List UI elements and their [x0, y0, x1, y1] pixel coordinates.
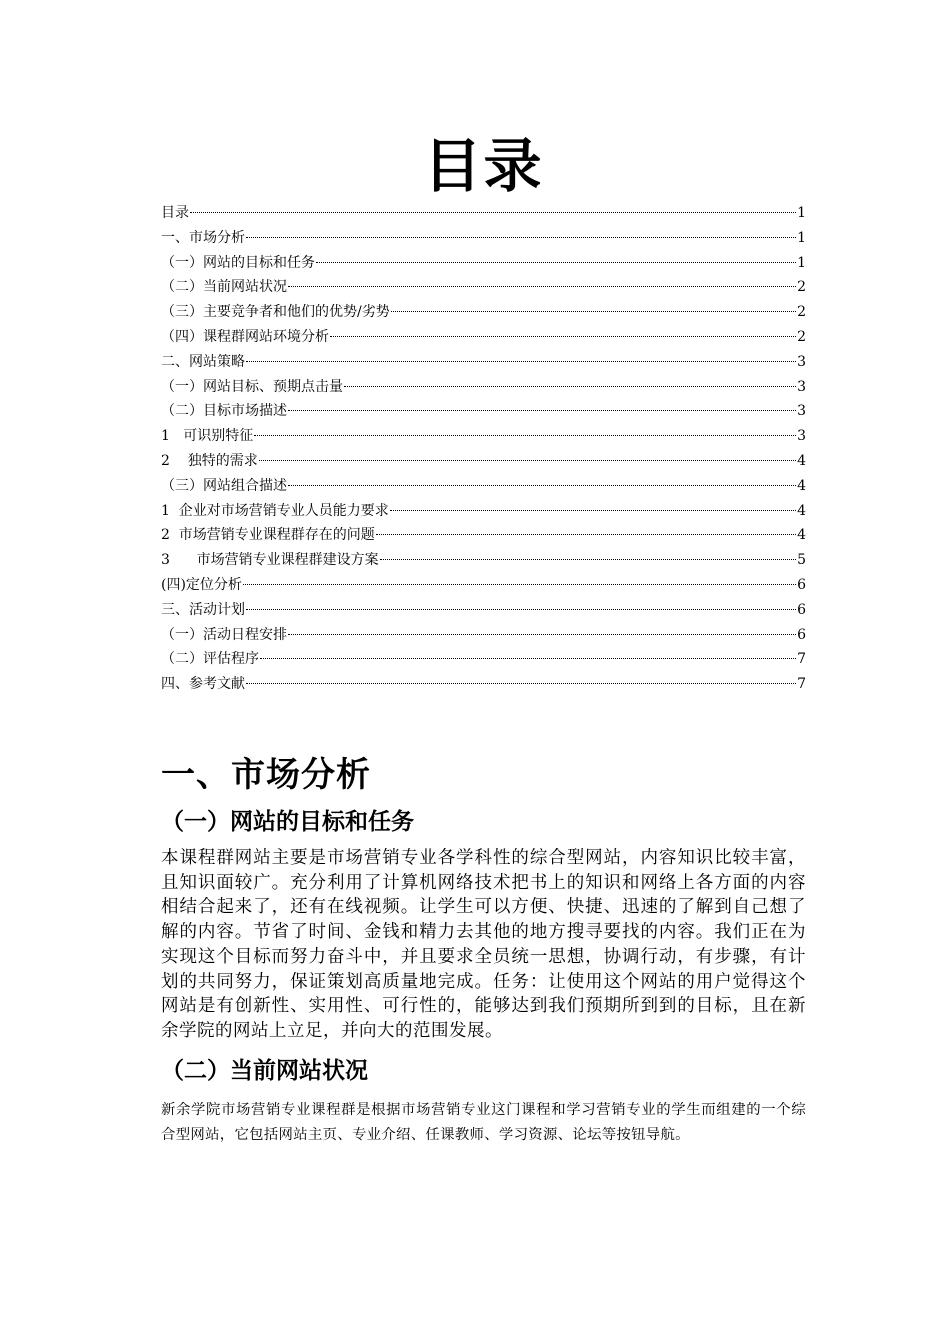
- toc-leader-dots: [246, 351, 796, 362]
- section-heading: 一、市场分析: [161, 755, 371, 795]
- toc-entry-page: 7: [797, 676, 806, 693]
- toc-leader-dots: [288, 400, 796, 411]
- toc-entry-label: 四、参考文献: [161, 676, 245, 693]
- toc-entry-page: 3: [797, 403, 806, 420]
- toc-leader-dots: [316, 252, 796, 263]
- toc-entry-page: 4: [797, 502, 806, 519]
- toc-leader-dots: [254, 425, 796, 436]
- subsection-heading: （一）网站的目标和任务: [161, 809, 414, 835]
- toc-entry-page: 6: [797, 626, 806, 643]
- toc-entry-page: 4: [797, 527, 806, 544]
- toc-leader-dots: [344, 376, 796, 387]
- toc-entry-label: (四)定位分析: [161, 576, 242, 593]
- toc-entry-label: （三）网站组合描述: [161, 477, 287, 494]
- table-of-contents: [161, 201, 806, 697]
- toc-entry-label: 1 可识别特征: [161, 428, 254, 445]
- toc-leader-dots: [246, 599, 796, 610]
- toc-entry[interactable]: [161, 399, 806, 424]
- toc-entry-label: 三、活动计划: [161, 601, 245, 618]
- toc-entry[interactable]: [161, 623, 806, 648]
- toc-entry[interactable]: [161, 449, 806, 474]
- toc-entry[interactable]: [161, 350, 806, 375]
- toc-entry[interactable]: [161, 523, 806, 548]
- toc-leader-dots: [259, 450, 796, 461]
- toc-leader-dots: [246, 227, 796, 238]
- toc-entry-label: 二、网站策略: [161, 353, 245, 370]
- toc-entry-label: （四）课程群网站环境分析: [161, 328, 329, 345]
- toc-entry[interactable]: [161, 251, 806, 276]
- toc-leader-dots: [376, 524, 796, 535]
- toc-entry[interactable]: [161, 300, 806, 325]
- toc-entry[interactable]: [161, 598, 806, 623]
- toc-entry-label: 2 市场营销专业课程群存在的问题: [161, 527, 375, 544]
- toc-entry[interactable]: [161, 424, 806, 449]
- toc-leader-dots: [246, 673, 796, 684]
- toc-entry-page: 3: [797, 378, 806, 395]
- toc-entry[interactable]: [161, 548, 806, 573]
- toc-entry-label: （三）主要竞争者和他们的优势/劣势: [161, 304, 390, 321]
- toc-leader-dots: [288, 276, 796, 287]
- toc-entry-page: 3: [797, 353, 806, 370]
- toc-entry-page: 1: [797, 229, 806, 246]
- toc-entry-page: 1: [797, 205, 806, 221]
- toc-leader-dots: [243, 574, 796, 585]
- toc-entry-page: 3: [797, 428, 806, 445]
- body-paragraph: 本课程群网站主要是市场营销专业各学科性的综合型网站，内容知识比较丰富，且知识面较广。充分利用了计算机网络技术把书上的知识和网络上各方面的内容相结合起来了，还有在线视频。让学生可以方便、快捷、迅速的了解到自己想了解的内容。节省了时间、金钱和精力去其他的地方搜寻要找的内容。我们正在为实现这个目标而努力奋斗中，并且要求全员统一思想，协调行动，有步骤，有计划的共同努力，保证策划高质量地完成。任务：让使用这个网站的用户觉得这个网站是有创新性、实用性、可行性的，能够达到我们预期所到到的目标，且在新余学院的网站上立足，并向大的范围发展。: [161, 848, 806, 1041]
- toc-leader-dots: [390, 500, 796, 511]
- toc-leader-dots: [380, 549, 796, 560]
- toc-entry-label: （一）网站的目标和任务: [161, 254, 315, 271]
- toc-entry-page: 2: [797, 279, 806, 296]
- toc-leader-dots: [190, 202, 796, 213]
- document-title: 目录: [423, 132, 544, 200]
- toc-entry[interactable]: [161, 647, 806, 672]
- toc-entry[interactable]: [161, 275, 806, 300]
- toc-entry-label: 2 独特的需求: [161, 452, 258, 469]
- toc-entry-label: （二）评估程序: [161, 651, 259, 668]
- toc-entry-page: 2: [797, 328, 806, 345]
- toc-entry[interactable]: [161, 226, 806, 251]
- toc-entry-label: （二）目标市场描述: [161, 403, 287, 420]
- toc-entry-page: 6: [797, 576, 806, 593]
- toc-entry-label: 1 企业对市场营销专业人员能力要求: [161, 502, 389, 519]
- toc-entry[interactable]: [161, 474, 806, 499]
- toc-leader-dots: [288, 475, 796, 486]
- toc-entry-page: 7: [797, 651, 806, 668]
- toc-entry[interactable]: [161, 375, 806, 400]
- subsection-heading: （二）当前网站状况: [161, 1058, 368, 1084]
- toc-entry-page: 2: [797, 304, 806, 321]
- toc-entry-label: 一、市场分析: [161, 229, 245, 246]
- toc-leader-dots: [288, 624, 796, 635]
- toc-entry[interactable]: [161, 573, 806, 598]
- toc-entry[interactable]: [161, 325, 806, 350]
- toc-leader-dots: [260, 648, 796, 659]
- toc-entry-page: 1: [797, 254, 806, 271]
- toc-entry[interactable]: [161, 672, 806, 697]
- toc-entry[interactable]: [161, 499, 806, 524]
- body-paragraph: 新余学院市场营销专业课程群是根据市场营销专业这门课程和学习营销专业的学生而组建的一个综合型网站，它包括网站主页、专业介绍、任课教师、学习资源、论坛等按钮导航。: [161, 1102, 806, 1143]
- toc-leader-dots: [330, 326, 796, 337]
- toc-entry-label: （一）网站目标、预期点击量: [161, 378, 343, 395]
- toc-entry-label: （二）当前网站状况: [161, 279, 287, 296]
- toc-entry-label: （一）活动日程安排: [161, 626, 287, 643]
- toc-entry-label: 3 市场营销专业课程群建设方案: [161, 552, 379, 569]
- toc-entry-page: 5: [797, 552, 806, 569]
- toc-entry-page: 4: [797, 477, 806, 494]
- toc-entry-page: 6: [797, 601, 806, 618]
- toc-entry[interactable]: [161, 201, 806, 226]
- toc-entry-page: 4: [797, 452, 806, 469]
- toc-entry-label: 目录: [161, 205, 189, 221]
- toc-leader-dots: [391, 301, 796, 312]
